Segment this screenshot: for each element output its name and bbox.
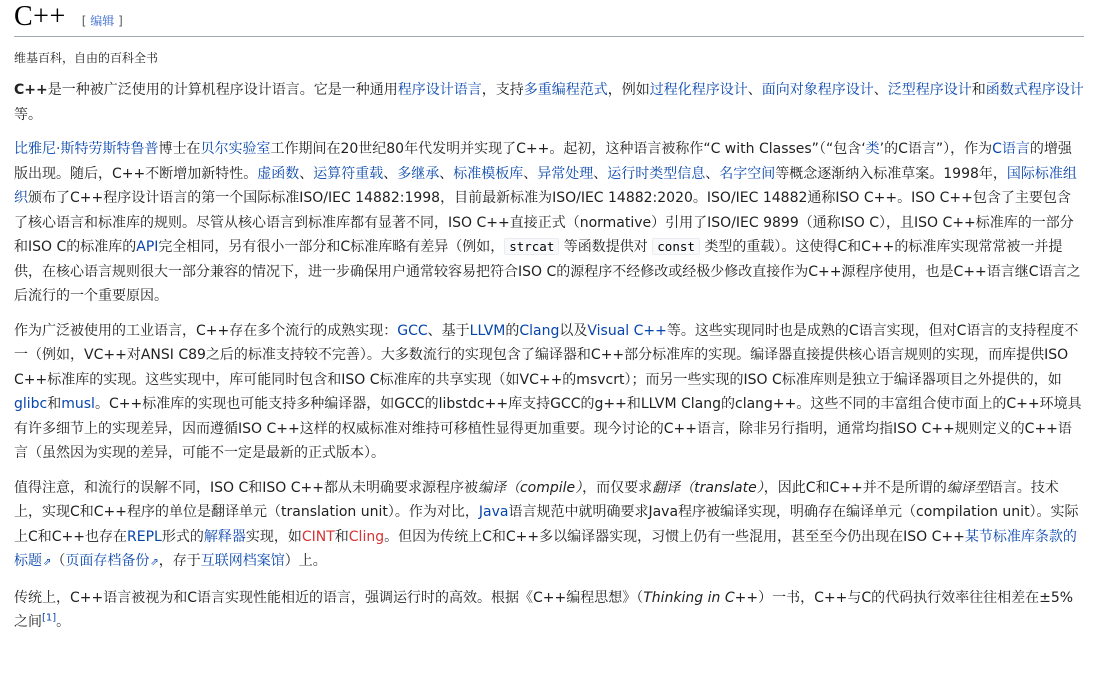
text-run: 完全相同，另有很小一部分和C标准库略有差异（例如，: [158, 239, 505, 255]
wiki-link[interactable]: C语言: [992, 141, 1030, 157]
edit-bracket-close: ]: [114, 14, 123, 28]
bold-term: C++: [14, 82, 48, 98]
wiki-link[interactable]: 名字空间: [719, 165, 776, 182]
text-run: 和: [971, 82, 986, 98]
wiki-link[interactable]: 页面存档备份: [65, 553, 150, 569]
text-run: 实现，如: [245, 528, 302, 545]
wiki-link[interactable]: 国际标准组织: [14, 165, 1077, 206]
text-run: ，支持: [481, 82, 524, 98]
text-run: 。: [56, 614, 71, 630]
italic-term: 翻译（translate）: [652, 479, 764, 496]
citation-ref: [42, 612, 56, 623]
wiki-link[interactable]: 贝尔实验室: [200, 141, 271, 157]
italic-term: Thinking in C++: [643, 589, 759, 606]
tagline: 维基百科，自由的百科全书: [14, 51, 159, 65]
text-run: 、: [873, 82, 888, 98]
wiki-link[interactable]: 某节标准库条款的标题: [14, 528, 1077, 569]
red-link[interactable]: CINT: [301, 528, 335, 545]
text-run: 作为广泛被使用的工业语言，C++存在多个流行的成熟实现：: [14, 322, 398, 339]
text-run: 。但因为传统上C和C++多以编译器实现，习惯上仍有一些混用，甚至至今仍出现在ISO C++: [384, 528, 965, 545]
text-run: 值得注意，和流行的误解不同，ISO C和ISO C++都从未明确要求源程序被: [14, 479, 478, 496]
wiki-link[interactable]: musl: [61, 396, 95, 412]
text-run: 传统上，C++语言被视为和C语言实现性能相近的语言，强调运行时的高效。根据《C++编程思想》（: [14, 589, 644, 606]
wiki-link[interactable]: Clang: [519, 322, 560, 339]
text-run: 语言。技术上，实现C和C++程序的单位是翻译单元（translation unit）。作为对比，: [14, 479, 1059, 520]
text-run: 、基于: [427, 322, 470, 339]
wiki-link[interactable]: 互联网档案馆: [200, 553, 285, 569]
title-row: [14, 0, 1084, 36]
inline-code: strcat: [504, 238, 559, 255]
paragraph-translation: [14, 476, 1084, 576]
text-run: ，因此C和C++并不是所谓的: [763, 479, 947, 496]
paragraph-history: [14, 137, 1084, 309]
edit-link[interactable]: 编辑: [90, 14, 115, 28]
text-run: 颁布了C++程序设计语言的第一个国际标准ISO/IEC 14882:1998，目前最新标准为ISO/IEC 14882:2020。ISO/IEC 14882通称ISO C++。ISO C++包含了主要包含了核心语言和标准库的规则。尽管从核心语言到标准库都有显著不同，ISO C++直接正式（normative）引用了ISO/IEC 9899（通称ISO C），且ISO C++标准库的一部分和ISO C的标准库的: [14, 190, 1074, 255]
wiki-link[interactable]: 运行时类型信息: [607, 165, 706, 182]
wiki-link[interactable]: 类: [865, 141, 880, 157]
wiki-link[interactable]: 多重编程范式: [523, 82, 608, 98]
text-run: ，例如: [607, 82, 650, 98]
title-divider: [14, 36, 1084, 37]
wiki-link[interactable]: 解释器: [203, 528, 246, 545]
citation-link[interactable]: [1]: [42, 612, 57, 624]
wiki-link[interactable]: 泛型程序设计: [887, 82, 972, 98]
wiki-link[interactable]: 比雅尼·斯特劳斯特鲁普: [14, 141, 159, 157]
text-run: ，而仅要求: [582, 479, 653, 496]
inline-code: const: [652, 238, 700, 255]
text-run: 以及: [559, 322, 588, 339]
text-run: 等。: [14, 106, 42, 123]
text-run: 等。这些实现同时也是成熟的C语言实现，但对C语言的支持程度不一（例如，VC++对ANSI C89之后的标准支持较不完善）。大多数流行的实现包含了编译器和C++部分标准库的实现。编译器直接提供核心语言规则的实现，而库提供ISO C++标准库的实现。这些实现中，库可能同时包含和ISO C标准库的共享实现（如VC++的msvcrt）；而另一些实现的ISO C标准库则是独立于编译器项目之外提供的，如: [14, 322, 1079, 388]
text-run: 形式的: [161, 528, 204, 545]
text-run: 。C++标准库的实现也可能支持多种编译器，如GCC的libstdc++库支持GCC的g++和LLVM Clang的clang++。这些不同的丰富组合使市面上的C++环境具有许多细节上的实现差异，因而遵循ISO C++这样的权威标准对维持可移植性显得更加重要。现今讨论的C++语言，除非另行指明，通常均指ISO C++规则定义的C++语言（虽然因为实现的差异，可能不一定是最新的正式版本）。: [14, 396, 1082, 461]
text-run: 和: [47, 396, 62, 412]
text-run: 、: [593, 165, 608, 182]
text-run: 博士在: [158, 141, 201, 157]
text-run: 、: [747, 82, 762, 98]
external-link-icon: ⇗: [43, 557, 52, 568]
external-link-icon: ⇗: [150, 557, 159, 568]
text-run: 和: [334, 528, 349, 545]
text-run: ，存于: [158, 553, 201, 569]
text-run: 、: [705, 165, 720, 182]
text-run: 、: [299, 165, 314, 182]
text-run: （: [51, 553, 66, 569]
text-run: 工作期间在20世纪80年代发明并实现了C++。起初，这种语言被称作“C with Classes”（“包含‘: [270, 141, 866, 157]
wiki-link[interactable]: 程序设计语言: [397, 82, 482, 98]
red-link[interactable]: Cling: [348, 528, 385, 545]
text-run: 等概念逐渐纳入标准草案。1998年，: [775, 165, 1007, 182]
wiki-link[interactable]: Java: [478, 504, 509, 520]
wiki-link[interactable]: Visual C++: [587, 322, 667, 339]
edit-section: [82, 12, 123, 29]
wiki-link[interactable]: LLVM: [469, 322, 506, 339]
text-run: 类型的重载）。这使得C和C++的标准库实现常常被一并提供，在核心语言规则很大一部分兼容的情况下，进一步确保用户通常较容易把符合ISO C的源程序不经修改或经极少修改直接作为C++源程序使用，也是C++语言继C语言之后流行的一个重要原因。: [14, 239, 1081, 304]
italic-term: 编译（compile）: [477, 479, 583, 496]
wiki-link[interactable]: 异常处理: [537, 165, 594, 182]
wiki-link[interactable]: GCC: [397, 322, 428, 339]
wiki-link[interactable]: 面向对象程序设计: [761, 82, 874, 98]
text-run: ）上。: [284, 553, 327, 569]
wiki-link[interactable]: 虚函数: [257, 165, 300, 182]
wiki-link[interactable]: 标准模板库: [453, 165, 524, 182]
wiki-link[interactable]: 函数式程序设计: [985, 82, 1084, 98]
text-run: 是一种被广泛使用的计算机程序设计语言。它是一种通用: [47, 82, 398, 98]
text-run: ’的C语言”），作为: [879, 141, 993, 157]
wiki-link[interactable]: 过程化程序设计: [649, 82, 748, 98]
text-run: 、: [523, 165, 538, 182]
paragraph-implementations: [14, 319, 1084, 466]
text-run: 、: [439, 165, 454, 182]
wiki-link[interactable]: glibc: [14, 396, 48, 412]
paragraph-performance: [14, 586, 1084, 635]
text-run: 的: [505, 322, 520, 339]
edit-bracket-open: [: [81, 14, 91, 28]
text-run: 、: [383, 165, 398, 182]
text-run: ）一书，C++与C的代码执行效率往往相差在±5%之间: [14, 589, 1074, 630]
wiki-link[interactable]: API: [136, 239, 159, 255]
paragraph-intro: [14, 78, 1084, 127]
italic-term: 编译型: [946, 479, 989, 496]
text-run: 语言规范中就明确要求Java程序被编译实现，明确存在编译单元（compilation unit）。实际上C和C++也存在: [14, 504, 1079, 545]
wiki-link[interactable]: 运算符重载: [313, 165, 384, 182]
text-run: 等函数提供对: [559, 239, 653, 255]
wiki-link[interactable]: 多继承: [397, 165, 440, 182]
wiki-link[interactable]: REPL: [127, 528, 162, 545]
page-title: C++: [14, 1, 66, 32]
text-run: 的增强版出现。随后，C++不断增加新特性。: [14, 141, 1072, 182]
